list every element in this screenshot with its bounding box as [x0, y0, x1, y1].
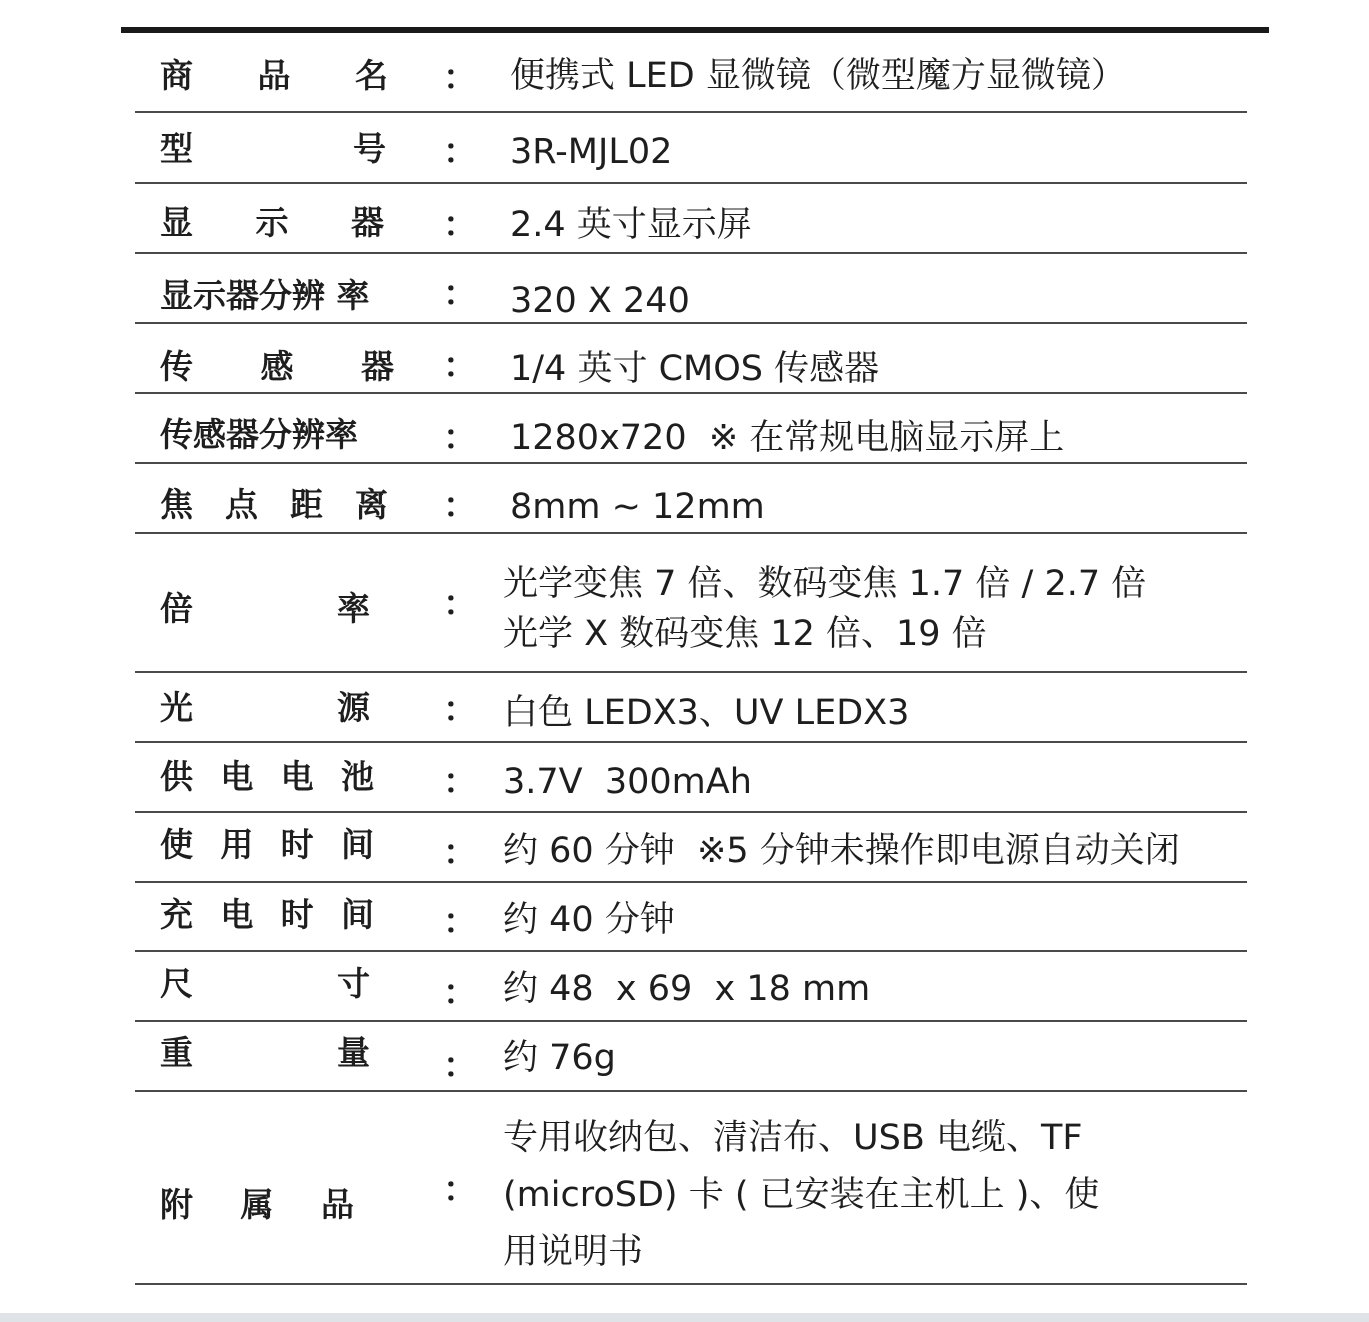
- spec-label: [160, 688, 370, 728]
- spec-value: 约 40 分钟: [503, 900, 675, 940]
- row-divider: [135, 811, 1247, 813]
- spec-value: 约 60 分钟 ※5 分钟未操作即电源自动关闭: [503, 831, 1180, 871]
- spec-label: [160, 276, 390, 316]
- label-char: 名: [355, 56, 388, 95]
- spec-value: 3.7V 300mAh: [503, 762, 752, 802]
- label-char: 寸: [337, 964, 370, 1003]
- label-char: 间: [340, 825, 374, 864]
- spec-label: [160, 415, 390, 455]
- spec-value: 2.4 英寸显示屏: [510, 205, 752, 245]
- label-char: 时: [280, 895, 314, 934]
- label-char: 商: [160, 56, 193, 95]
- label-char: 量: [337, 1033, 370, 1072]
- label-char: 示: [255, 203, 289, 242]
- spec-value-line: 专用收纳包、清洁布、USB 电缆、TF: [503, 1118, 1083, 1158]
- spec-label: [160, 1185, 354, 1225]
- spec-value-line: 光学 X 数码变焦 12 倍、19 倍: [503, 614, 987, 654]
- label-char: 充: [160, 895, 193, 934]
- spec-colon: ：: [443, 346, 477, 386]
- row-divider: [135, 182, 1247, 184]
- label-char: 型: [160, 129, 193, 168]
- label-char: 电: [220, 757, 254, 796]
- label-char: 电: [280, 757, 314, 796]
- label-char: 间: [340, 895, 374, 934]
- label-char: 号: [353, 129, 386, 168]
- row-divider: [135, 252, 1247, 254]
- spec-value: 约 48 x 69 x 18 mm: [503, 969, 871, 1009]
- spec-label: [160, 825, 374, 865]
- spec-colon: ：: [443, 762, 477, 802]
- label-text: 显示器分辨 率: [160, 276, 370, 315]
- row-divider: [135, 1283, 1247, 1285]
- spec-label: [160, 1033, 370, 1073]
- spec-colon: ：: [443, 833, 477, 873]
- row-divider: [135, 111, 1247, 113]
- row-divider: [135, 671, 1247, 673]
- spec-label: [160, 347, 394, 387]
- label-char: 池: [340, 757, 374, 796]
- spec-colon: ：: [443, 1046, 477, 1086]
- spec-value-line: (microSD) 卡 ( 已安装在主机上 )、使: [503, 1175, 1100, 1215]
- label-text: 传感器分辨率: [160, 415, 358, 454]
- label-char: 传: [160, 347, 193, 386]
- label-char: 感: [260, 347, 294, 386]
- spec-label: [160, 203, 384, 243]
- spec-label: [160, 56, 388, 96]
- spec-value: 白色 LEDX3、UV LEDX3: [503, 693, 910, 733]
- spec-colon: ：: [443, 205, 477, 245]
- spec-label: [160, 589, 370, 629]
- spec-label: [160, 757, 374, 797]
- spec-value: [503, 1110, 1243, 1281]
- row-divider: [135, 392, 1247, 394]
- spec-value: 320 X 240: [510, 281, 690, 321]
- spec-label: [160, 129, 386, 169]
- row-divider: [135, 532, 1247, 534]
- label-char: 倍: [160, 589, 193, 628]
- label-char: 重: [160, 1033, 193, 1072]
- row-divider: [135, 1020, 1247, 1022]
- label-char: 显: [160, 203, 193, 242]
- row-divider: [135, 881, 1247, 883]
- spec-colon: ：: [443, 584, 477, 624]
- spec-value: 约 76g: [503, 1038, 616, 1078]
- label-char: 品: [257, 56, 291, 95]
- label-char: 点: [225, 485, 258, 524]
- spec-value: 3R-MJL02: [510, 132, 673, 172]
- spec-colon: ：: [443, 418, 477, 458]
- row-divider: [135, 462, 1247, 464]
- spec-label: [160, 964, 370, 1004]
- row-divider: [135, 741, 1247, 743]
- spec-label: [160, 895, 374, 935]
- row-divider: [135, 322, 1247, 324]
- label-char: 源: [337, 688, 370, 727]
- label-char: 器: [361, 347, 394, 386]
- row-divider: [135, 950, 1247, 952]
- spec-value: 便携式 LED 显微镜（微型魔方显微镜）: [510, 56, 1126, 96]
- spec-value-line: 用说明书: [503, 1232, 644, 1272]
- label-char: 焦: [160, 485, 193, 524]
- row-divider: [135, 1090, 1247, 1092]
- label-char: 用: [220, 825, 254, 864]
- spec-colon: ：: [443, 486, 477, 526]
- spec-colon: ：: [443, 132, 477, 172]
- spec-value: 1/4 英寸 CMOS 传感器: [510, 349, 880, 389]
- spec-colon: ：: [443, 274, 477, 314]
- spec-value: 8mm ~ 12mm: [510, 487, 765, 527]
- spec-value-line: 光学变焦 7 倍、数码变焦 1.7 倍 / 2.7 倍: [503, 564, 1147, 604]
- bottom-band: [0, 1313, 1369, 1322]
- spec-colon: ：: [443, 1170, 477, 1210]
- spec-value: [503, 559, 1243, 659]
- label-char: 属: [240, 1185, 274, 1224]
- label-char: 品: [321, 1185, 354, 1224]
- label-char: 附: [160, 1185, 193, 1224]
- label-char: 电: [220, 895, 254, 934]
- spec-colon: ：: [443, 973, 477, 1013]
- spec-colon: ：: [443, 690, 477, 730]
- spec-label: [160, 485, 388, 525]
- label-char: 供: [160, 757, 193, 796]
- label-char: 光: [160, 688, 193, 727]
- label-char: 时: [280, 825, 314, 864]
- label-char: 尺: [160, 964, 193, 1003]
- label-char: 使: [160, 825, 193, 864]
- label-char: 器: [351, 203, 384, 242]
- label-char: 率: [337, 589, 370, 628]
- spec-colon: ：: [443, 902, 477, 942]
- label-char: 离: [355, 485, 388, 524]
- spec-colon: ：: [443, 58, 477, 98]
- spec-value: 1280x720 ※ 在常规电脑显示屏上: [510, 418, 1065, 458]
- label-char: 距: [290, 485, 323, 524]
